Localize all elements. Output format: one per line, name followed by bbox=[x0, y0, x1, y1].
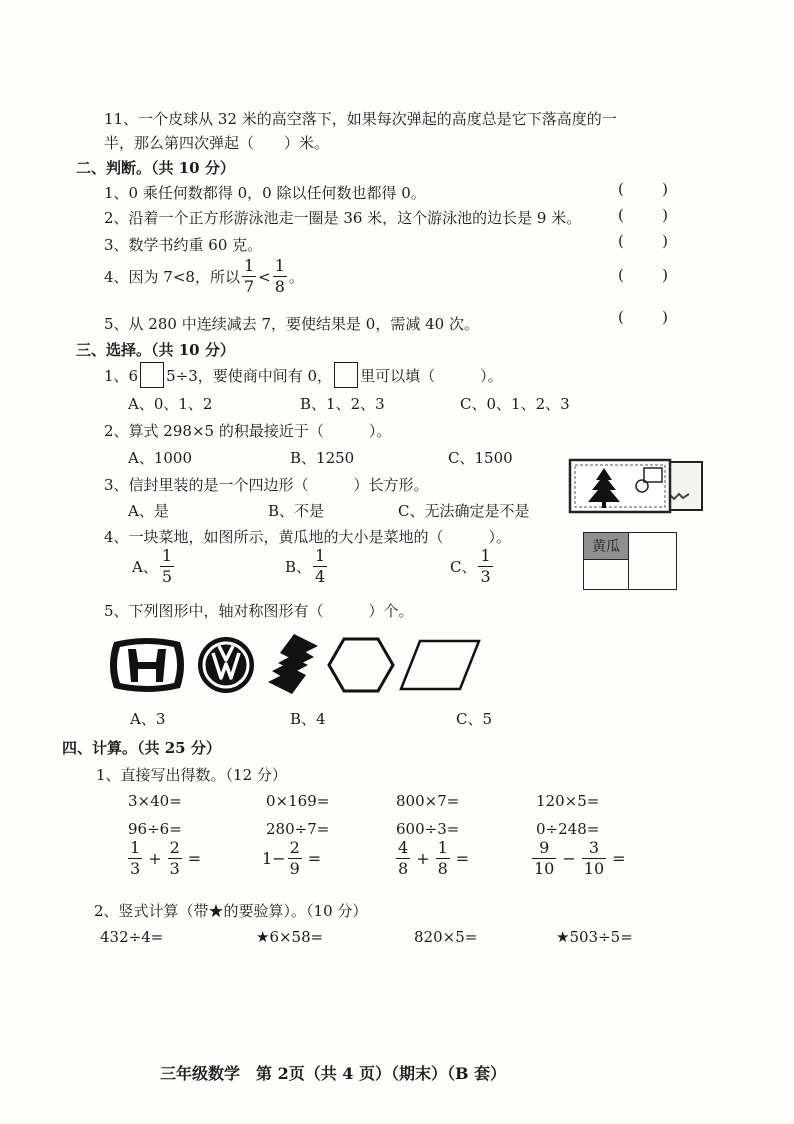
calc-2-4: 0÷248= bbox=[536, 820, 600, 838]
q11-line1: 11、一个皮球从 32 米的高空落下，如果每次弹起的高度总是它下落高度的一 bbox=[104, 110, 617, 128]
choice-q2-opt-c: C、1500 bbox=[448, 449, 513, 467]
q11-line2: 半，那么第四次弹起（ ）米。 bbox=[104, 134, 330, 152]
calc-1-2: 0×169= bbox=[266, 792, 330, 810]
calc-3-1: $\frac{1}{3}$ + $\frac{2}{3}$ = bbox=[130, 838, 202, 878]
vertical-calc-4: ★503÷5= bbox=[556, 928, 633, 946]
calc-sub-1: 1、直接写出得数。（12 分） bbox=[96, 766, 287, 784]
calc-2-2: 280÷7= bbox=[266, 820, 330, 838]
honda-logo bbox=[108, 636, 186, 694]
judge-item-5: 5、从 280 中连续减去 7，要使结果是 0，需减 40 次。 bbox=[104, 315, 479, 333]
choice-q4: 4、一块菜地，如图所示，黄瓜地的大小是菜地的（ ）。 bbox=[104, 528, 512, 546]
judge-answer-2: ( ) bbox=[618, 206, 668, 224]
vertical-calc-3: 820×5= bbox=[414, 928, 478, 946]
calc-1-1: 3×40= bbox=[128, 792, 182, 810]
judge-item-4-text: 4、因为 7<8，所以 bbox=[104, 268, 240, 286]
section-4-title: 四、计算。（共 25 分） bbox=[62, 739, 221, 757]
choice-q3-opt-a: A、是 bbox=[128, 502, 169, 520]
choice-q3-opt-b: B、不是 bbox=[268, 502, 325, 520]
section-3-title: 三、选择。（共 10 分） bbox=[76, 341, 235, 359]
blank-box-2 bbox=[334, 362, 358, 388]
judge-answer-1: ( ) bbox=[618, 180, 668, 198]
calc-2-1: 96÷6= bbox=[128, 820, 182, 838]
judge-answer-5: ( ) bbox=[618, 308, 668, 326]
fraction-1-7: $\frac{1}{7}$ bbox=[243, 256, 255, 296]
cucumber-cell: 黄瓜 bbox=[583, 532, 629, 560]
judge-answer-4: ( ) bbox=[618, 266, 668, 284]
suzuki-logo bbox=[264, 632, 322, 696]
choice-q1-opt-a: A、0、1、2 bbox=[128, 395, 213, 413]
choice-q3-opt-c: C、无法确定是不是 bbox=[398, 502, 530, 520]
choice-q5: 5、下列图形中，轴对称图形有（ ）个。 bbox=[104, 602, 414, 620]
judge-item-4: 4、因为 7<8，所以 $\frac{1}{7}$ < $\frac{1}{8}$ 。 bbox=[104, 256, 304, 296]
choice-q2: 2、算式 298×5 的积最接近于（ ）。 bbox=[104, 422, 392, 440]
choice-q4-opt-a: A、 $\frac{1}{5}$ bbox=[132, 546, 173, 586]
choice-q4-opt-c: C、 $\frac{1}{3}$ bbox=[450, 546, 491, 586]
calc-2-3: 600÷3= bbox=[396, 820, 460, 838]
choice-q5-opt-b: B、4 bbox=[290, 710, 326, 728]
choice-q1: 1、6 5÷3，要使商中间有 0， 里可以填（ ）。 bbox=[104, 362, 503, 388]
section-2-title: 二、判断。（共 10 分） bbox=[76, 159, 235, 177]
calc-1-4: 120×5= bbox=[536, 792, 600, 810]
vertical-calc-1: 432÷4= bbox=[100, 928, 164, 946]
choice-q2-opt-b: B、1250 bbox=[290, 449, 355, 467]
choice-q2-opt-a: A、1000 bbox=[128, 449, 193, 467]
calc-1-3: 800×7= bbox=[396, 792, 460, 810]
choice-q1-opt-b: B、1、2、3 bbox=[300, 395, 385, 413]
less-than-sign: < bbox=[258, 267, 271, 286]
volkswagen-logo bbox=[196, 636, 256, 694]
vertical-calc-2: ★6×58= bbox=[256, 928, 324, 946]
calc-3-3: $\frac{4}{8}$ + $\frac{1}{8}$ = bbox=[398, 838, 470, 878]
choice-q1-opt-c: C、0、1、2、3 bbox=[460, 395, 570, 413]
hexagon bbox=[326, 636, 396, 694]
parallelogram bbox=[398, 638, 482, 692]
judge-item-1: 1、0 乘任何数都得 0，0 除以任何数也都得 0。 bbox=[104, 184, 426, 202]
calc-sub-2: 2、竖式计算（带★的要验算）。（10 分） bbox=[94, 902, 368, 920]
page-footer: 三年级数学 第 2页（共 4 页）（期末）（B 套） bbox=[160, 1064, 507, 1083]
choice-q5-opt-c: C、5 bbox=[456, 710, 493, 728]
choice-q5-opt-a: A、3 bbox=[130, 710, 166, 728]
choice-q4-opt-b: B、 $\frac{1}{4}$ bbox=[285, 546, 326, 586]
calc-3-2: 1− $\frac{2}{9}$ = bbox=[262, 838, 322, 878]
judge-item-3: 3、数学书约重 60 克。 bbox=[104, 236, 263, 254]
choice-q3: 3、信封里装的是一个四边形（ ）长方形。 bbox=[104, 476, 429, 494]
fraction-1-8: $\frac{1}{8}$ bbox=[274, 256, 285, 296]
envelope-image bbox=[568, 458, 704, 514]
plot-cell-bottom-left bbox=[583, 559, 629, 590]
judge-answer-3: ( ) bbox=[618, 232, 668, 250]
plot-cell-right bbox=[628, 532, 677, 590]
calc-3-4: $\frac{9}{10}$ − $\frac{3}{10}$ = bbox=[534, 838, 626, 878]
judge-item-2: 2、沿着一个正方形游泳池走一圈是 36 米，这个游泳池的边长是 9 米。 bbox=[104, 209, 582, 227]
blank-box-1 bbox=[140, 362, 164, 388]
vegetable-plot-grid bbox=[583, 532, 677, 590]
